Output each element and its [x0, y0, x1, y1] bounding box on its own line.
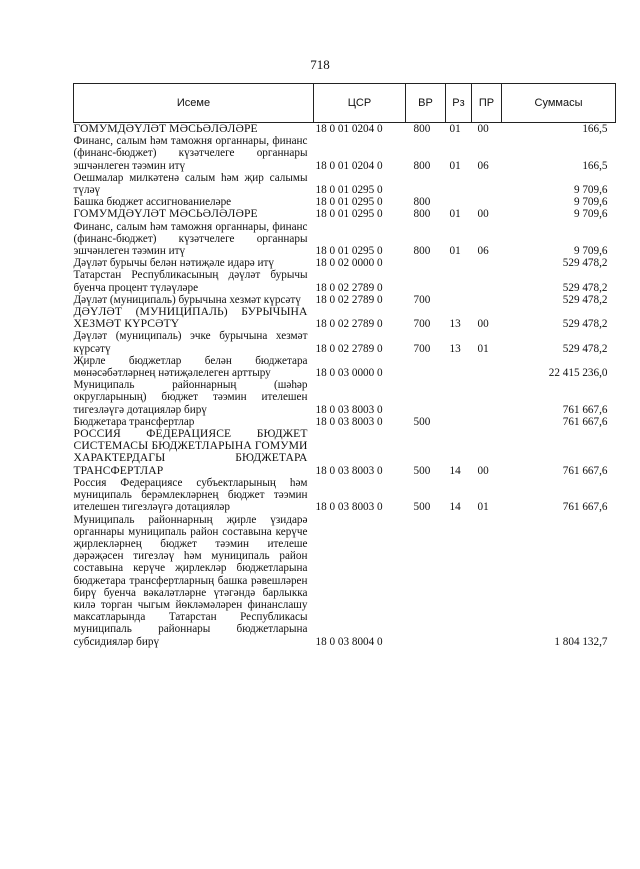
cell-pr	[472, 269, 502, 293]
cell-pr: 00	[477, 123, 489, 135]
cell-name: РОССИЯ ФЕДЕРАЦИЯСЕ БЮДЖЕТ СИСТЕМАСЫ БЮДЖЕТЛАРЫНА ГОМУМИ ХАРАКТЕРДАГЫ БЮДЖЕТАРА ТРАНСФЕРТЛАР	[73, 427, 308, 477]
cell-rz	[446, 294, 472, 306]
cell-vr	[406, 172, 446, 196]
cell-amount: 9 709,6	[573, 184, 608, 197]
table-body	[74, 123, 616, 648]
cell-pr	[472, 172, 502, 196]
cell-csr: 18 0 01 0295 0	[315, 245, 383, 258]
cell-csr: 18 0 02 2789 0	[315, 293, 383, 306]
cell-amount: 9 709,6	[573, 196, 608, 209]
table-row	[74, 330, 616, 354]
cell-csr: 18 0 03 8004 0	[315, 635, 383, 648]
table-row	[74, 477, 616, 514]
cell-pr	[472, 196, 502, 208]
cell-name: Дәүләт (муниципаль) бурычына хезмәт күрсәтү	[73, 293, 301, 306]
cell-amount: 761 667,6	[562, 403, 608, 416]
cell-pr: 01	[477, 501, 489, 514]
table-row	[74, 269, 616, 293]
cell-csr: 18 0 02 0000 0	[315, 257, 383, 270]
cell-vr: 700	[413, 318, 431, 331]
cell-amount: 761 667,6	[562, 415, 608, 428]
cell-name: Муниципаль районнарның җирле үзидарә органнары муниципаль район составына керүче җирлекләрнең бюджет тәэмин ителеше дәрәҗәсен тигезләү һәм муниципаль район составына керүче җирлекләр бюджетларына бюджетара трансфертларның башка рәвешләрен бирү буенча вәкаләтләрне үтәгәндә барлыкка килә торган чыгым йөкләмәләрен финанслашу максатларында Татарстан Республикасы муниципаль районнары бюджетларына субсидияләр бирү	[73, 513, 308, 648]
header-rz: Рз	[446, 84, 472, 123]
cell-rz	[446, 257, 472, 269]
cell-amount: 22 415 236,0	[548, 367, 608, 380]
cell-csr: 18 0 01 0204 0	[315, 123, 383, 135]
cell-csr: 18 0 02 2789 0	[315, 281, 383, 294]
cell-name: ГОМУМДӘҮЛӘТ МӘСЬӘЛӘЛӘРЕ	[73, 122, 258, 135]
cell-name: Башка бюджет ассигнованиеләре	[73, 196, 232, 209]
table-row	[74, 257, 616, 269]
cell-rz: 14	[449, 464, 461, 477]
cell-pr: 00	[477, 208, 489, 221]
table-row	[74, 306, 616, 330]
cell-amount: 166,5	[582, 123, 608, 135]
cell-rz	[446, 514, 472, 648]
cell-amount: 761 667,6	[562, 464, 608, 477]
cell-vr: 700	[413, 342, 431, 355]
cell-pr: 06	[477, 159, 489, 172]
cell-csr: 18 0 03 0000 0	[315, 367, 383, 380]
header-amount: Суммасы	[502, 84, 616, 123]
cell-pr: 01	[477, 342, 489, 355]
cell-name: Бюджетара трансфертлар	[73, 415, 195, 428]
cell-name: Дәүләт (муниципаль) эчке бурычына хезмәт күрсәтү	[73, 330, 308, 355]
cell-name: ГОМУМДӘҮЛӘТ МӘСЬӘЛӘЛӘРЕ	[73, 207, 258, 221]
cell-csr: 18 0 03 8003 0	[315, 403, 383, 416]
cell-name: Җирле бюджетлар белән бюджетара мөнәсәбәтләрнең нәтиҗәлелеген арттыру	[73, 354, 308, 380]
cell-amount: 529 478,2	[562, 281, 608, 294]
cell-rz	[446, 172, 472, 196]
cell-csr: 18 0 01 0204 0	[315, 159, 383, 172]
cell-pr	[472, 355, 502, 379]
cell-name: Финанс, салым һәм таможня органнары, финанс (финанс-бюджет) күзәтчелеге органнары эшчәнлеген тәэмин итү	[73, 220, 308, 258]
cell-csr: 18 0 01 0295 0	[315, 184, 383, 197]
table-row	[74, 428, 616, 477]
cell-name: Муниципаль районнарның (шәһәр округларының) бюджет тәэмин ителешен тигезләүгә дотацияләр бирү	[73, 379, 308, 416]
cell-rz	[446, 379, 472, 416]
cell-vr	[406, 379, 446, 416]
cell-amount: 529 478,2	[562, 342, 608, 355]
cell-name: Дәүләт бурычы белән нәтиҗәле идарә итү	[73, 257, 275, 270]
table-row	[74, 221, 616, 258]
cell-amount: 9 709,6	[573, 208, 608, 221]
cell-pr	[472, 294, 502, 306]
cell-vr	[406, 514, 446, 648]
cell-name: Татарстан Республикасының дәүләт бурычы буенча процент түләүләре	[73, 269, 308, 294]
cell-csr: 18 0 02 2789 0	[315, 318, 383, 331]
cell-rz: 01	[449, 245, 461, 258]
page-number: 718	[310, 57, 330, 72]
cell-vr: 500	[413, 464, 431, 477]
cell-vr	[406, 257, 446, 269]
cell-amount: 529 478,2	[562, 293, 608, 306]
cell-vr	[406, 269, 446, 293]
cell-rz: 01	[449, 208, 461, 221]
table-row	[74, 135, 616, 172]
cell-rz	[446, 355, 472, 379]
cell-name: Оешмалар милкәтенә салым һәм җир салымы түләү	[73, 171, 308, 197]
cell-vr: 700	[413, 293, 431, 306]
cell-rz: 01	[449, 123, 461, 135]
cell-pr	[472, 379, 502, 416]
cell-vr: 500	[413, 415, 431, 428]
cell-amount: 1 804 132,7	[554, 635, 608, 648]
table-header-row	[74, 84, 616, 123]
cell-amount: 9 709,6	[573, 245, 608, 258]
cell-amount: 529 478,2	[562, 257, 608, 270]
table-row	[74, 355, 616, 379]
cell-vr: 800	[413, 159, 431, 172]
cell-csr: 18 0 02 2789 0	[315, 342, 383, 355]
table-row	[74, 172, 616, 196]
cell-name: ДӘҮЛӘТ (МУНИЦИПАЛЬ) БУРЫЧЫНА ХЕЗМӘТ КҮРСӘТҮ	[73, 305, 308, 331]
cell-vr	[406, 355, 446, 379]
cell-vr: 800	[413, 208, 431, 221]
header-name: Исеме	[74, 84, 314, 123]
table-row	[74, 514, 616, 648]
cell-rz	[446, 416, 472, 428]
cell-amount: 529 478,2	[562, 318, 608, 331]
header-pr: ПР	[472, 84, 502, 123]
table-row	[74, 379, 616, 416]
table-row	[74, 123, 616, 136]
header-csr: ЦСР	[314, 84, 406, 123]
cell-csr: 18 0 03 8003 0	[315, 501, 383, 514]
cell-rz	[446, 196, 472, 208]
cell-rz: 14	[449, 501, 461, 514]
budget-table	[73, 83, 616, 648]
cell-csr: 18 0 01 0295 0	[315, 196, 383, 209]
cell-amount: 761 667,6	[562, 501, 608, 514]
cell-amount: 166,5	[582, 159, 608, 172]
cell-csr: 18 0 03 8003 0	[315, 415, 383, 428]
cell-vr: 800	[413, 123, 431, 135]
cell-rz: 01	[449, 159, 461, 172]
cell-csr: 18 0 03 8003 0	[315, 464, 383, 477]
cell-vr: 800	[413, 196, 431, 209]
cell-csr: 18 0 01 0295 0	[315, 208, 383, 221]
cell-rz	[446, 269, 472, 293]
header-vr: ВР	[406, 84, 446, 123]
cell-vr: 800	[413, 245, 431, 258]
cell-pr	[472, 416, 502, 428]
cell-name: Финанс, салым һәм таможня органнары, финанс (финанс-бюджет) күзәтчелеге органнары эшчәнлеген тәэмин итү	[73, 135, 308, 172]
cell-pr	[472, 257, 502, 269]
cell-pr: 06	[477, 245, 489, 258]
cell-pr: 00	[477, 464, 489, 477]
cell-pr	[472, 514, 502, 648]
table-row	[74, 208, 616, 220]
cell-pr: 00	[477, 318, 489, 331]
cell-name: Россия Федерациясе субъектларының һәм муниципаль берәмлекләрнең бюджет тәэмин ителешен тигезләүгә дотацияләр	[73, 476, 308, 514]
cell-vr: 500	[413, 501, 431, 514]
cell-rz: 13	[449, 318, 461, 331]
cell-rz: 13	[449, 342, 461, 355]
